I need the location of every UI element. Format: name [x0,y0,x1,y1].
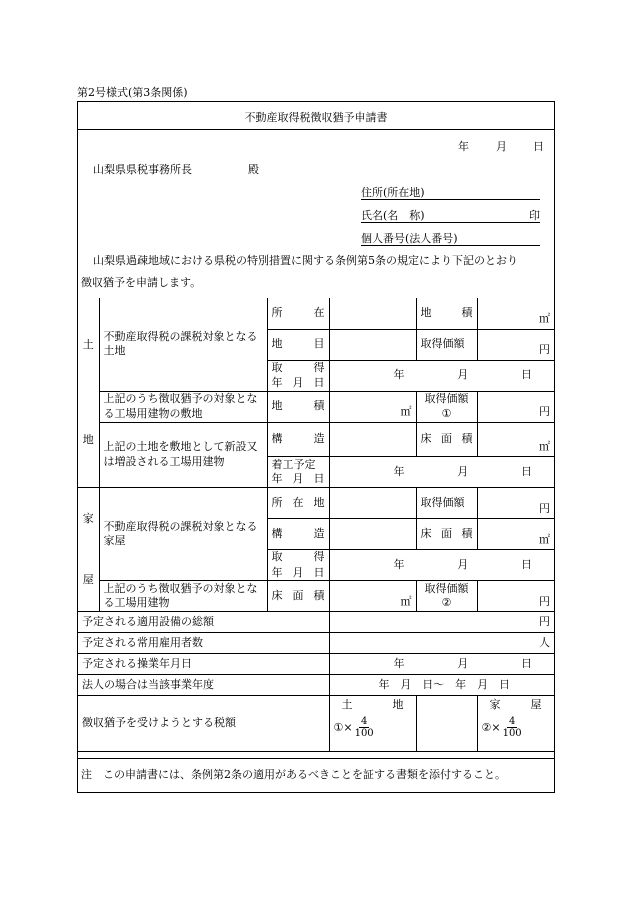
land-acq-date-label: 取 得 年 月 日 [267,360,329,391]
house-acq-date-value[interactable]: 年 月 日 [329,550,554,581]
house-location-label: 所 在 地 [267,488,329,519]
form-number: 第2号様式(第3条関係) [77,86,188,99]
land-taxable-label: 不動産取得税の課税対象となる土地 [99,298,267,391]
land-area-value[interactable]: ㎡ [477,298,554,329]
house-location-value[interactable] [329,488,416,519]
house-side-label: 家 屋 [78,488,99,612]
number-underline [361,245,540,246]
operation-date-value[interactable]: 年 月 日 [329,654,554,675]
recipient-name: 山梨県県税事務所長 [93,163,192,176]
tax-house-formula: 家 屋 ②× $\frac{4}{100}$ [477,696,554,752]
footnote: 注 この申請書には、条例第2条の適用があるべきことを証する書類を添付すること。 [81,768,506,781]
tax-land-value[interactable] [416,696,477,752]
date-month: 月 [496,140,507,153]
title-divider [78,129,554,130]
date-day: 日 [533,140,544,153]
body-text-line2: 徴収猶予を申請します。 [81,276,202,289]
name-underline [361,222,540,223]
land-acq-price-value[interactable]: 円 [477,329,554,360]
note-divider [78,758,554,759]
land-location-value[interactable] [329,298,416,329]
land-location-label: 所 在 [267,298,329,329]
fiscal-year-label: 法人の場合は当該事業年度 [78,675,329,696]
house-factory-floor-value[interactable]: ㎡ [329,581,416,612]
body-text-line1: 山梨県過疎地域における県税の特別措置に関する条例第5条の規定により下記のとおり [93,254,518,267]
applicant-address-label: 住所(所在地) [361,186,425,199]
house-factory-label: 上記のうち徴収猶予の対象となる工場用建物 [99,581,267,612]
equipment-total-value[interactable]: 円 [329,612,554,633]
land-acq-price-label: 取得価額 [416,329,477,360]
land-site-area-value[interactable]: ㎡ [329,391,416,422]
house-floor-area-value[interactable]: ㎡ [477,519,554,550]
operation-date-label: 予定される操業年月日 [78,654,329,675]
house-factory-floor-label: 床 面 積 [267,581,329,612]
land-structure-value[interactable] [329,422,416,457]
land-floor-area-value[interactable]: ㎡ [477,422,554,457]
house-acq-price-label: 取得価額 [416,488,477,519]
house-factory-price-label: 取得価額 ② [416,581,477,612]
land-side-label: 土 地 [78,298,99,488]
land-acq-date-value[interactable]: 年 月 日 [329,360,554,391]
land-area-label: 地 積 [416,298,477,329]
employees-value[interactable]: 人 [329,633,554,654]
recipient-honorific: 殿 [248,163,259,176]
application-form [77,101,555,793]
house-structure-value[interactable] [329,519,416,550]
land-structure-label: 構 造 [267,422,329,457]
land-site-price-value[interactable]: 円 [477,391,554,422]
date-year: 年 [458,140,469,153]
employees-label: 予定される常用雇用者数 [78,633,329,654]
applicant-number-label: 個人番号(法人番号) [361,232,458,245]
tax-amount-label: 徴収猶予を受けようとする税額 [78,696,329,752]
land-factory-site-label: 上記のうち徴収猶予の対象となる工場用建物の敷地 [99,391,267,422]
tax-land-formula: 土 地 ①× $\frac{4}{100}$ [329,696,416,752]
form-title: 不動産取得税徴収猶予申請書 [244,111,388,124]
land-category-label: 地 目 [267,329,329,360]
land-site-area-label: 地 積 [267,391,329,422]
land-new-building-label: 上記の土地を敷地として新設又は増設される工場用建物 [99,422,267,488]
seal-mark: 印 [529,209,540,222]
land-start-date-value[interactable]: 年 月 日 [329,457,554,488]
house-acq-price-value[interactable]: 円 [477,488,554,519]
land-start-date-label: 着工予定 年 月 日 [267,457,329,488]
applicant-name-label: 氏名(名 称) [361,209,425,222]
house-floor-area-label: 床 面 積 [416,519,477,550]
details-table [78,298,555,752]
house-taxable-label: 不動産取得税の課税対象となる家屋 [99,488,267,581]
land-site-price-label: 取得価額 ① [416,391,477,422]
address-underline [361,199,540,200]
land-floor-area-label: 床 面 積 [416,422,477,457]
house-acq-date-label: 取 得 年 月 日 [267,550,329,581]
house-factory-price-value[interactable]: 円 [477,581,554,612]
land-category-value[interactable] [329,329,416,360]
equipment-total-label: 予定される適用設備の総額 [78,612,329,633]
fiscal-year-value[interactable]: 年 月 日〜 年 月 日 [329,675,554,696]
house-structure-label: 構 造 [267,519,329,550]
